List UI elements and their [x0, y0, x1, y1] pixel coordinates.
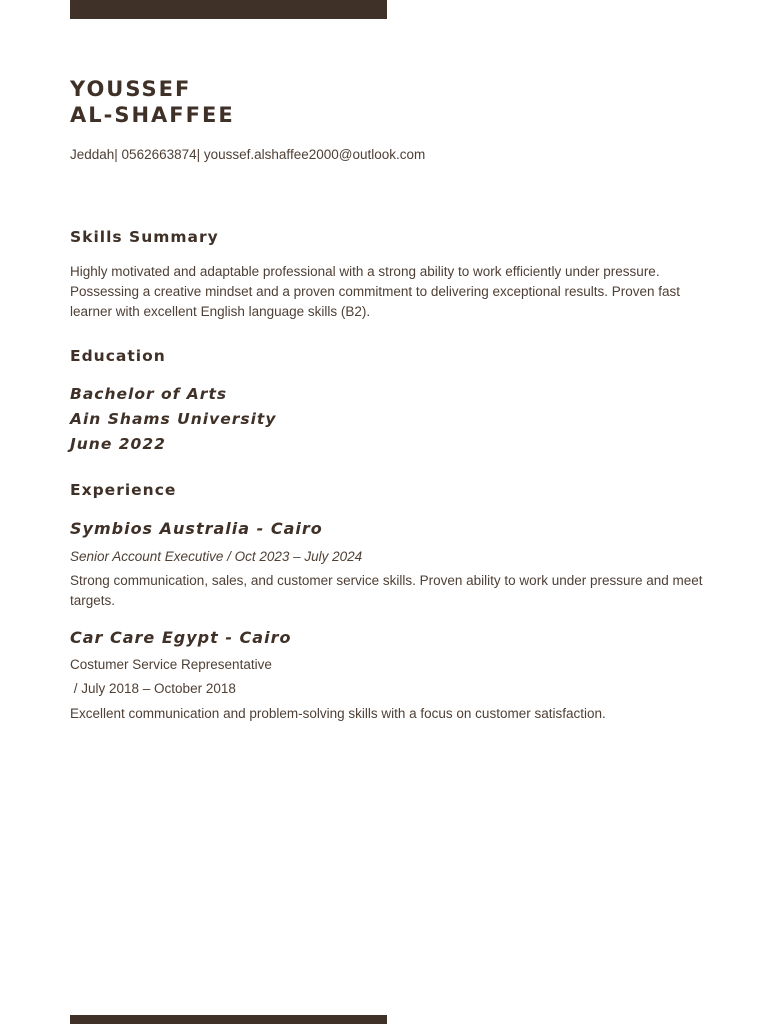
job-description-2: Excellent communication and problem-solving skills with a focus on customer satisfaction.: [70, 706, 606, 721]
candidate-name: [70, 76, 235, 128]
name-last: AL-SHAFFEE: [70, 103, 235, 127]
job-dates-2: / July 2018 – October 2018: [70, 681, 236, 696]
section-title-skills: Skills Summary: [70, 228, 219, 246]
bottom-decorative-bar: [70, 1015, 387, 1024]
education-school: Ain Shams University: [70, 410, 277, 428]
job-role-dates-1: Senior Account Executive / Oct 2023 – July 2024: [70, 549, 363, 564]
education-date: June 2022: [70, 435, 166, 453]
skills-summary-text: Highly motivated and adaptable professional with a strong ability to work efficiently under pressure. Possessing a creative mindset and a proven commitment to delivering exceptional results. Proven fast learner with excellent English language skills (B2).: [70, 264, 681, 319]
name-first: YOUSSEF: [70, 77, 192, 101]
job-role-2: Costumer Service Representative: [70, 657, 272, 672]
section-title-experience: Experience: [70, 481, 177, 499]
contact-info: Jeddah| 0562663874| youssef.alshaffee2000@outlook.com: [70, 147, 426, 162]
education-degree: Bachelor of Arts: [70, 385, 228, 403]
top-decorative-bar: [70, 0, 387, 19]
job-company-2: Car Care Egypt - Cairo: [70, 628, 292, 647]
job-description-1: Strong communication, sales, and customer service skills. Proven ability to work under pressure and meet targets.: [70, 573, 703, 608]
section-title-education: Education: [70, 347, 166, 365]
job-company-1: Symbios Australia - Cairo: [70, 519, 323, 538]
